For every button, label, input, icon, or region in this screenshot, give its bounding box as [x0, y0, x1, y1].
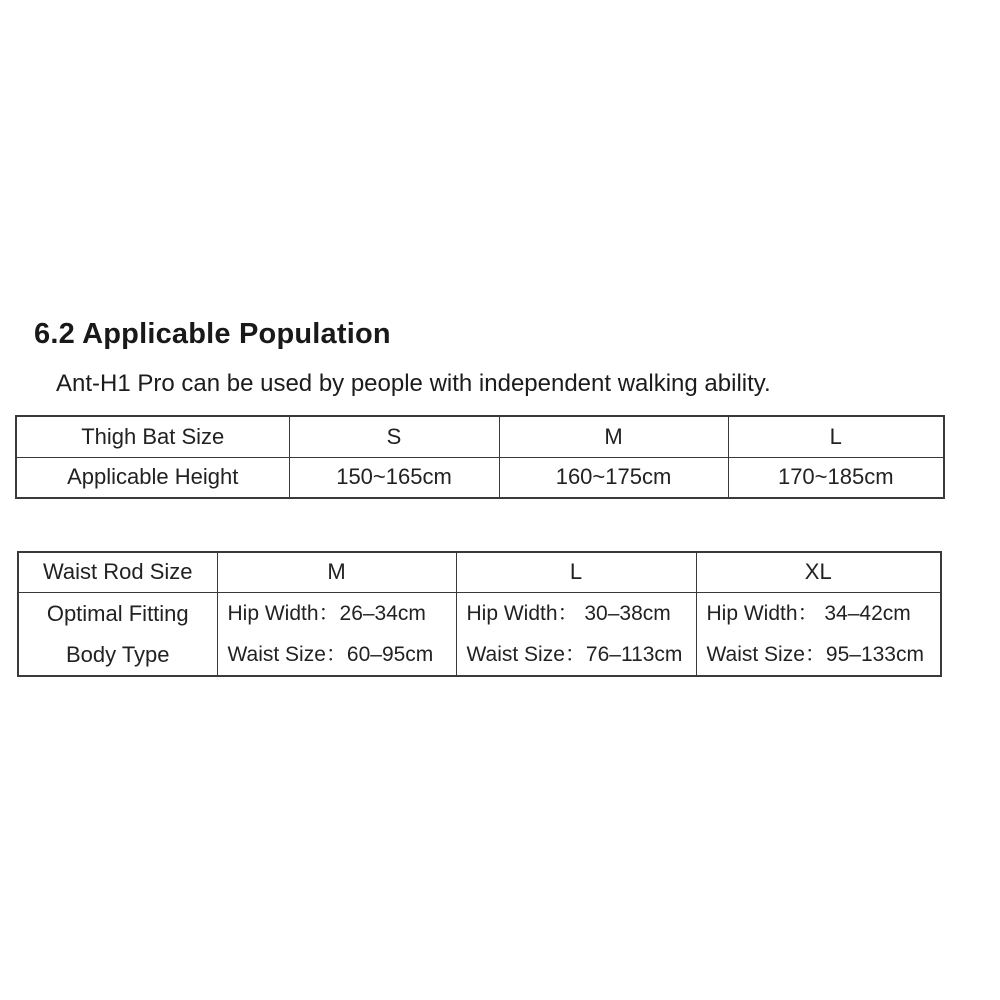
hip-width-value: Hip Width： 30–38cm — [466, 601, 671, 625]
table-cell — [456, 592, 696, 676]
table-cell: 170~185cm — [728, 457, 944, 498]
waist-size-value: Waist Size：95–133cm — [706, 642, 924, 666]
table-header-cell: M — [217, 552, 456, 592]
row-label-line: Optimal Fitting — [46, 600, 189, 626]
table-cell — [696, 592, 941, 676]
table-header-cell: Thigh Bat Size — [16, 416, 289, 457]
waist-size-value: Waist Size：60–95cm — [227, 642, 434, 666]
hip-width-value: Hip Width： 34–42cm — [706, 601, 911, 625]
table-header-cell: S — [289, 416, 499, 457]
thigh-size-table — [15, 415, 945, 499]
table-cell: Applicable Height — [16, 457, 289, 498]
row-label-line: Body Type — [65, 641, 170, 667]
table-row — [16, 416, 944, 457]
waist-size-table — [17, 551, 942, 677]
hip-width-value: Hip Width：26–34cm — [227, 601, 426, 625]
row-label-cell — [18, 592, 217, 676]
section-heading: 6.2 Applicable Population — [34, 318, 391, 350]
waist-size-value: Waist Size：76–113cm — [466, 642, 683, 666]
table-cell: 150~165cm — [289, 457, 499, 498]
table-header-cell: M — [499, 416, 728, 457]
table-cell: 160~175cm — [499, 457, 728, 498]
table-row — [16, 457, 944, 498]
table-header-cell: XL — [696, 552, 941, 592]
intro-text: Ant-H1 Pro can be used by people with independent walking ability. — [56, 370, 771, 397]
table-header-cell: L — [728, 416, 944, 457]
table-header-cell: Waist Rod Size — [18, 552, 217, 592]
table-cell — [217, 592, 456, 676]
table-row — [18, 552, 941, 592]
table-row — [18, 592, 941, 676]
table-header-cell: L — [456, 552, 696, 592]
